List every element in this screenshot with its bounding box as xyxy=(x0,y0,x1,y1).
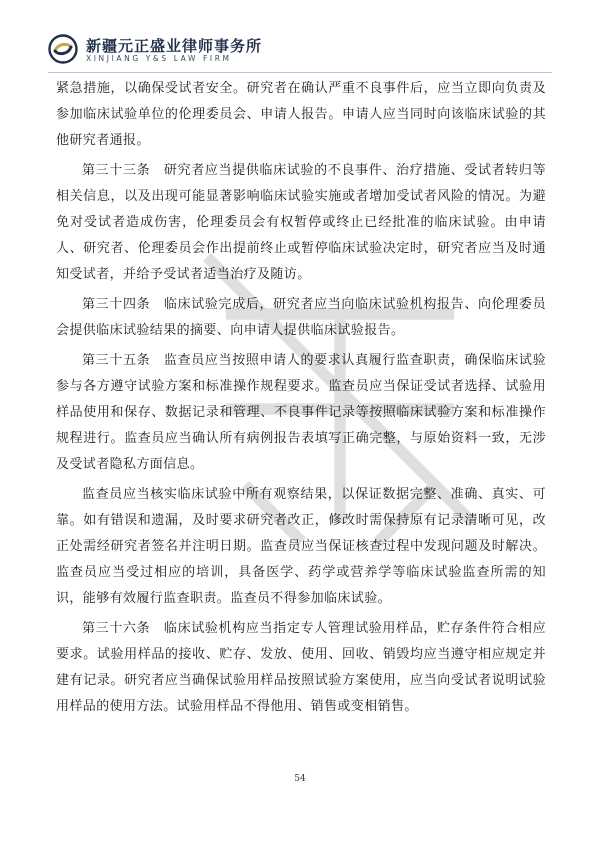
paragraph-monitor-duties: 监查员应当核实临床试验中所有观察结果，以保证数据完整、准确、真实、可靠。如有错误和遗漏，及时要求研究者改正，修改时需保持原有记录清晰可见，改正处需经研究者签名并注明日期。监查员应当保证核查过程中发现问题及时解决。监查员应当受过相应的培训，具备医学、药学或营养学等临床试验监查所需的知识，能够有效履行监查职责。监查员不得参加临床试验。 xyxy=(56,487,546,606)
header-divider xyxy=(48,72,552,73)
firm-name-cn: 新疆元正盛业律师事务所 xyxy=(86,37,263,55)
paragraph-article-36: 第三十六条 临床试验机构应当指定专人管理试验用样品，贮存条件符合相应要求。试验用样品的接收、贮存、发放、使用、回收、销毁均应当遵守相应规定并建有记录。研究者应当确保试验用样品按照试验方案使用，应当向受试者说明试验用样品的使用方法。试验用样品不得他用、销售或变相销售。 xyxy=(56,621,546,714)
page-number: 54 xyxy=(294,774,306,784)
paragraph-article-34: 第三十四条 临床试验完成后，研究者应当向临床试验机构报告、向伦理委员会提供临床试验结果的摘要、向申请人提供临床试验报告。 xyxy=(56,297,546,338)
firm-name-en: XINJIANG Y&S LAW FIRM xyxy=(86,54,232,63)
paragraph: 紧急措施，以确保受试者安全。研究者在确认严重不良事件后，应当立即向负责及参加临床试验单位的伦理委员会、申请人报告。申请人应当同时向该临床试验的其他研究者通报。 xyxy=(56,81,546,148)
paragraph-article-33: 第三十三条 研究者应当提供临床试验的不良事件、治疗措施、受试者转归等相关信息，以及出现可能显著影响临床试验实施或者增加受试者风险的情况。为避免对受试者造成伤害，伦理委员会有权暂停或终止已经批准的临床试验。由申请人、研究者、伦理委员会作出提前终止或暂停临床试验决定时，研究者应当及时通知受试者，并给予受试者适当治疗及随访。 xyxy=(56,163,546,282)
firm-logo-icon xyxy=(48,34,78,64)
page-header xyxy=(48,32,552,68)
paragraph-article-35: 第三十五条 监查员应当按照申请人的要求认真履行监查职责，确保临床试验参与各方遵守试验方案和标准操作规程要求。监查员应当保证受试者选择、试验用样品使用和保存、数据记录和管理、不良事件记录等按照临床试验方案和标准操作规程进行。监查员应当确认所有病例报告表填写正确完整，与原始资料一致，无涉及受试者隐私方面信息。 xyxy=(56,353,546,472)
document-body xyxy=(56,76,546,724)
